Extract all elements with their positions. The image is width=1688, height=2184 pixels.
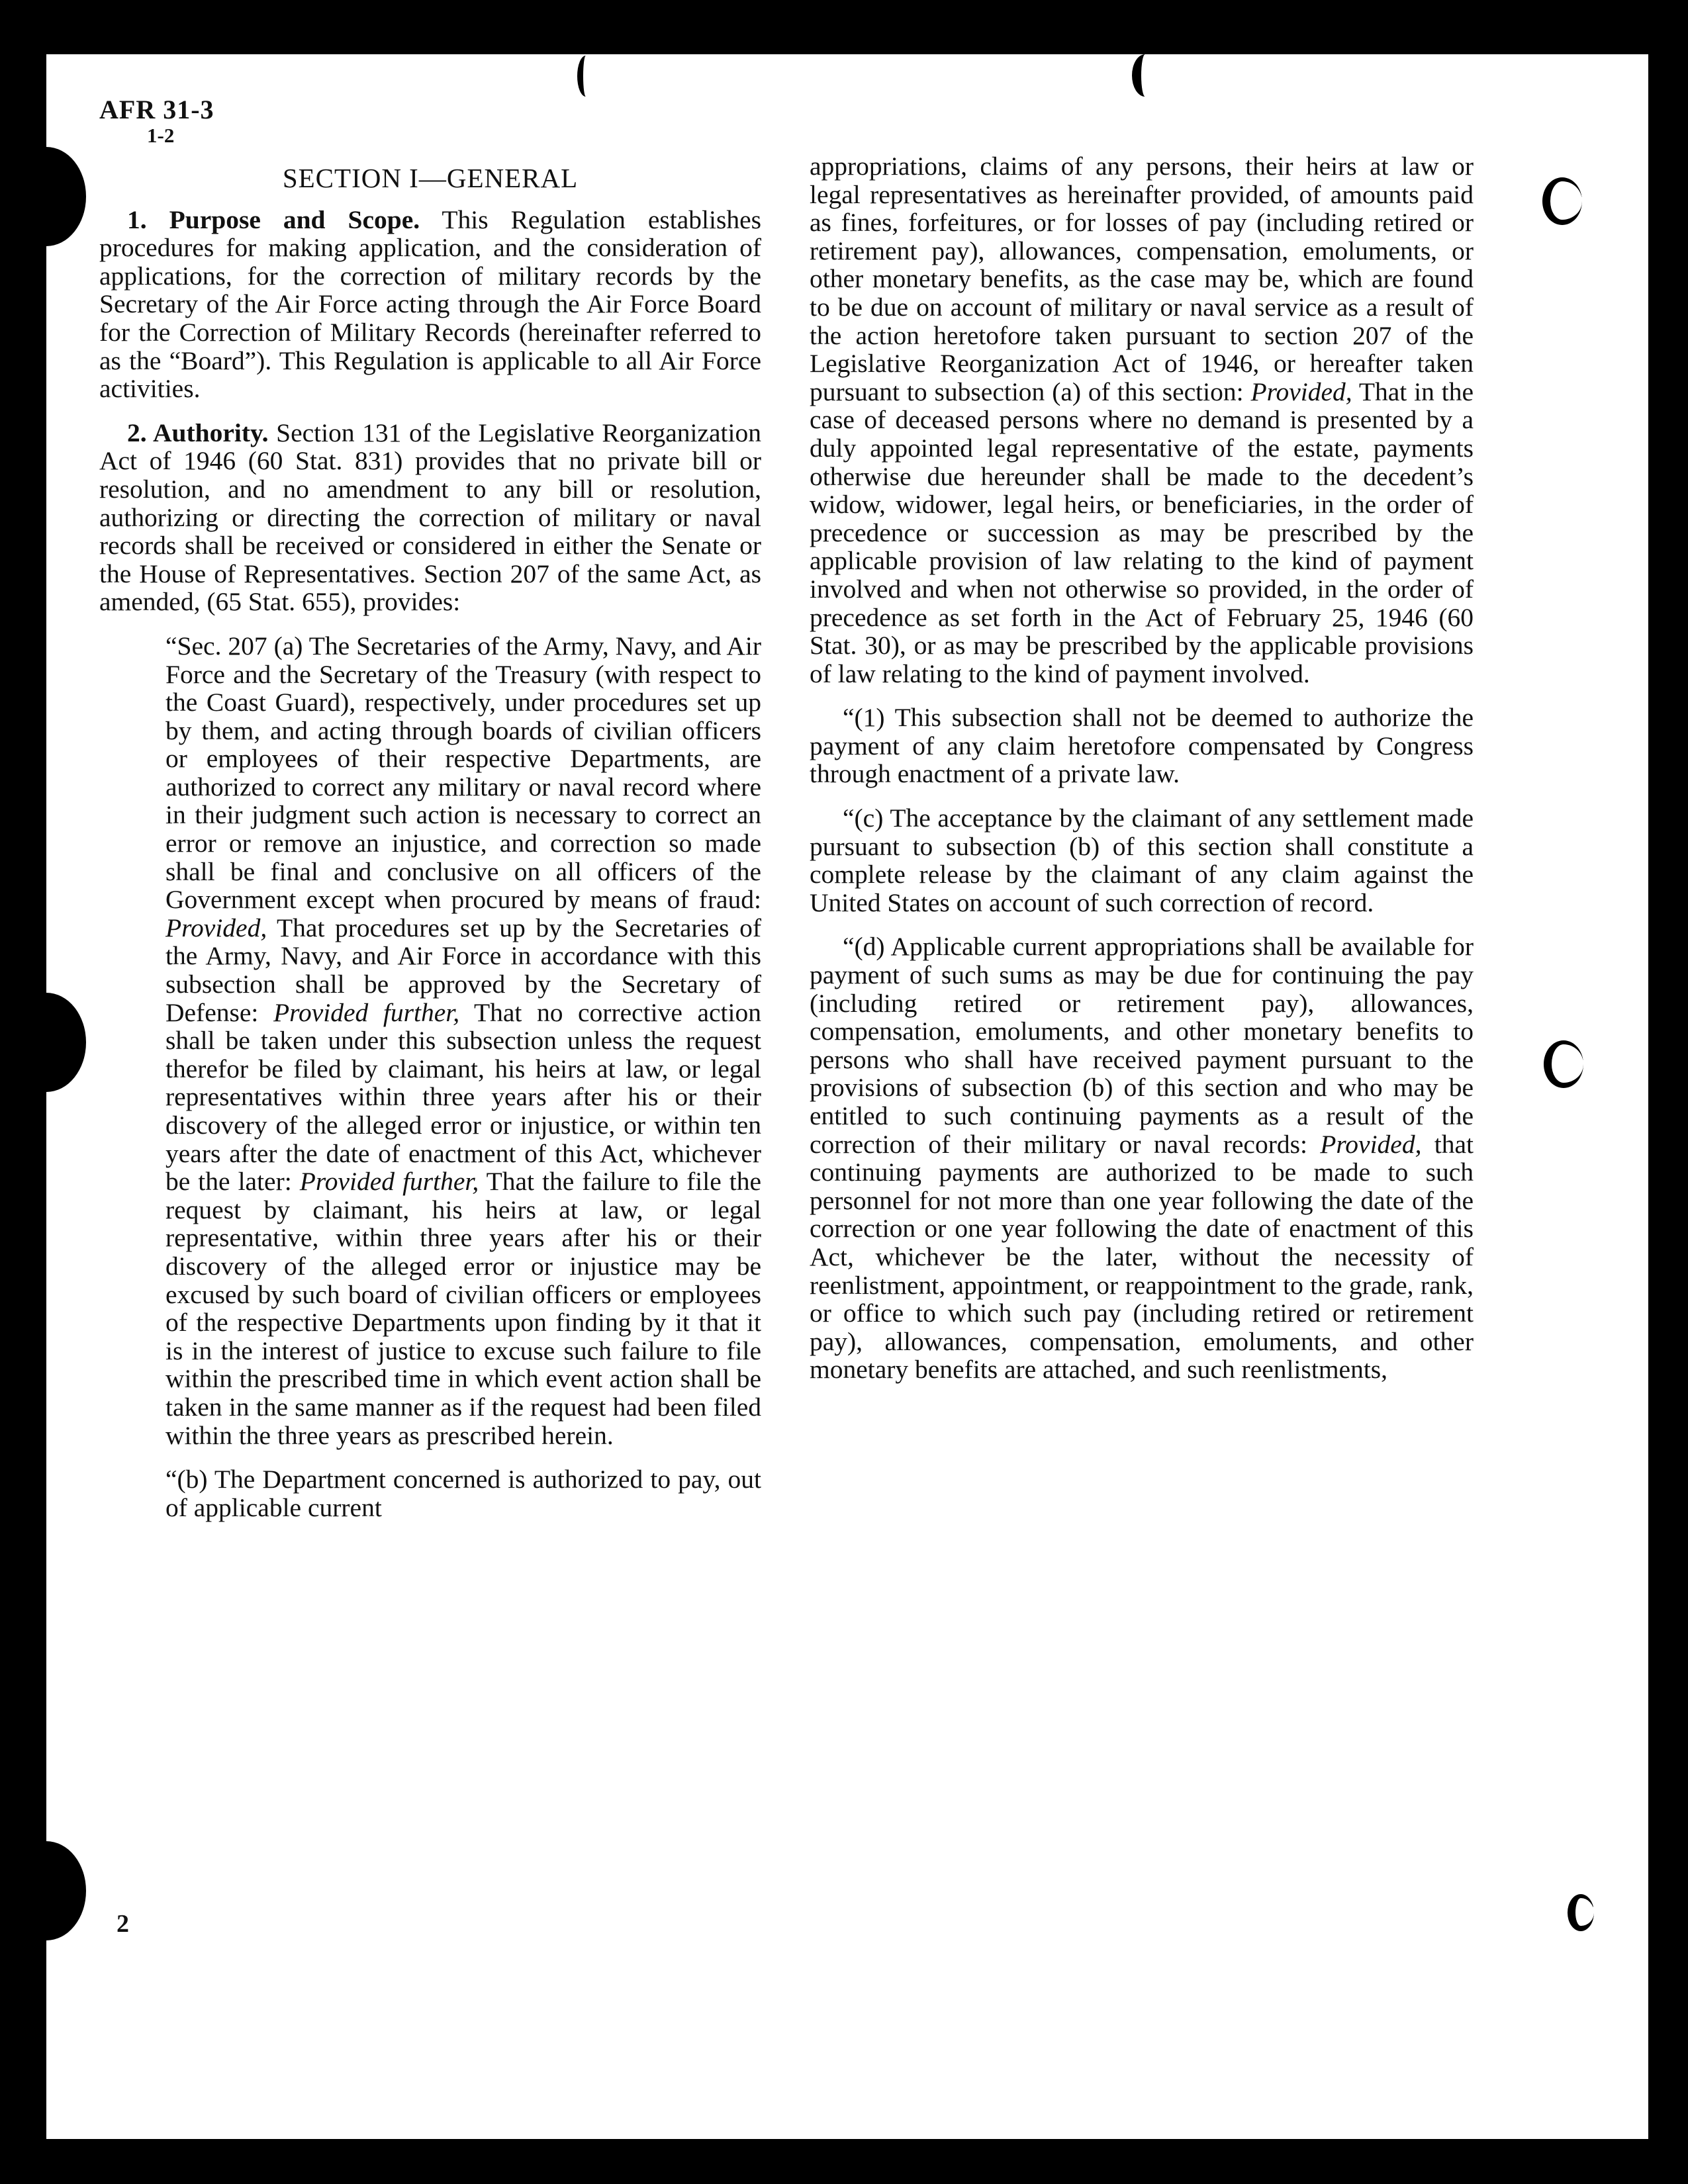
quote-text: that continuing payments are authorized to be made to such personnel for not more than one year following the date of the correction or one year following the date of enactment of this Act, whichever be the later, without the necessity of reenlistment, appointment, or reappointment to the grade, rank, or office to which such pay (including retired or retirement pay), allowances, compensation, emoluments, and other monetary benefits are attached, and such reenlistments, bbox=[810, 1129, 1474, 1385]
paragraph-authority bbox=[99, 419, 761, 616]
quote-text: “Sec. 207 (a) The Secretaries of the Army, Navy, and Air Force and the Secretary of the Treasury (with respect to the Coast Guard), respectively, under procedures set up by them, and acting through boards of civilian officers or employees of their respective Departments, are authorized to correct any military or naval record where in their judgment such action is necessary to correct an error or remove an injustice, and correction so made shall be final and conclusive on all officers of the Government except when procured by means of fraud: bbox=[165, 631, 761, 915]
quote-subsection-d bbox=[810, 933, 1474, 1384]
quote-text: That no corrective action shall be taken under this subsection unless the request therefor be filed by claimant, his heirs at law, or legal representatives within three years after his or their discovery of the alleged error or injustice, or within ten years after the date of enactment of this Act, whichever be the later: bbox=[165, 997, 762, 1197]
left-column bbox=[99, 164, 761, 1537]
paragraph-heading: 1. Purpose and Scope. bbox=[127, 205, 420, 234]
quote-subsection-c: “(c) The acceptance by the claimant of any settlement made pursuant to subsection (b) of this section shall constitute a complete release by the claimant of any claim against the United States on account of such correction of record. bbox=[810, 803, 1474, 917]
quote-subsection-1: “(1) This subsection shall not be deemed to authorize the payment of any claim heretofore compensated by Congress through enactment of a private law. bbox=[810, 703, 1474, 789]
proviso-italic: Provided, bbox=[165, 913, 267, 942]
quote-text: That procedures set up by the Secretaries of the Army, Navy, and Air Force in accordance with this subsection shall be approved by the Secretary of Defense: bbox=[165, 913, 761, 1027]
scan-border-right bbox=[1648, 0, 1688, 2184]
page-number: 2 bbox=[117, 1910, 129, 1938]
scan-mark bbox=[1132, 54, 1158, 97]
quote-text: That in the case of deceased persons where no demand is presented by a duly appointed legal representative of the estate, payments otherwise due hereunder shall be made to the decedent’s widow, widower, legal heirs, or beneficiaries, in the order of precedence or succession as may be prescribed by the applicable provision of law relating to the kind of payment involved and when not otherwise so provided, in the order of precedence as set forth in the Act of February 25, 1946 (60 Stat. 30), or as may be prescribed by the applicable provisions of law relating to the kind of payment involved. bbox=[810, 377, 1474, 688]
punch-hole bbox=[7, 147, 86, 246]
paragraph-purpose bbox=[99, 206, 761, 403]
quote-text: appropriations, claims of any persons, their heirs at law or legal representatives as hereinafter provided, of amounts paid as fines, forfeitures, or for losses of pay (including retired or retirement pay), allowances, compensation, emoluments, or other monetary benefits, as the case may be, which are found to be due on account of military or naval service as a result of the action heretofore taken pursuant to section 207 of the Legislative Reorganization Act of 1946, or hereafter taken pursuant to subsection (a) of this section: bbox=[810, 152, 1474, 406]
punch-hole bbox=[7, 1841, 86, 1940]
proviso-italic: Provided, bbox=[1320, 1129, 1422, 1159]
binder-mark bbox=[1544, 1040, 1583, 1088]
document-id: AFR 31-3 bbox=[99, 95, 214, 124]
proviso-italic: Provided further, bbox=[299, 1167, 479, 1197]
paragraph-heading: 2. Authority. bbox=[127, 418, 269, 447]
binder-mark bbox=[1542, 177, 1582, 225]
quote-continuation bbox=[810, 152, 1474, 688]
binder-mark bbox=[1568, 1894, 1594, 1931]
punch-hole bbox=[7, 993, 86, 1092]
section-title: SECTION I—GENERAL bbox=[282, 163, 579, 193]
paragraph-text: This Regulation establishes procedures for making application, and the consideration of applications, for the correction of military records by the Secretary of the Air Force acting through the Air Force Board for the Correction of Military Records (hereinafter referred to as the “Board”). This Regulation is applicable to all Air Force activities. bbox=[99, 205, 762, 404]
proviso-italic: Provided further, bbox=[273, 997, 460, 1027]
quoted-statute bbox=[99, 632, 761, 1522]
scan-border-top bbox=[0, 0, 1688, 54]
quote-subsection-b: “(b) The Department concerned is authorized to pay, out of applicable current bbox=[165, 1465, 761, 1522]
scan-mark bbox=[577, 56, 594, 97]
quote-subsection-a bbox=[165, 632, 761, 1449]
paragraph-text: Section 131 of the Legislative Reorganization Act of 1946 (60 Stat. 831) provides that no private bill or resolution, and no amendment to any bill or resolution, authorizing or directing the correction of military or naval records shall be received or considered in either the Senate or the House of Representatives. Section 207 of the same Act, as amended, (65 Stat. 655), provides: bbox=[99, 418, 761, 617]
quote-text: That the failure to file the request by claimant, his heirs at law, or legal representative, within three years after his or their discovery of the alleged error or injustice may be excused by such board of civilian officers or employees of the respective Departments upon finding by it that it is in the interest of justice to excuse such failure to file within the prescribed time in which event action shall be taken in the same manner as if the request had been filed within the three years as prescribed herein. bbox=[165, 1167, 761, 1450]
quote-text: “(d) Applicable current appropriations shall be available for payment of such sums as may be due for continuing the pay (including retired or retirement pay), allowances, compensation, emoluments, and other monetary benefits to persons who shall have received payment pursuant to the provisions of subsection (b) of this section and who may be entitled to such continuing payments as a result of the correction of their military or naval records: bbox=[810, 932, 1474, 1159]
page-reference: 1-2 bbox=[147, 124, 175, 147]
right-column bbox=[810, 152, 1474, 1400]
scan-border-bottom bbox=[0, 2139, 1688, 2184]
proviso-italic: Provided, bbox=[1250, 377, 1352, 406]
